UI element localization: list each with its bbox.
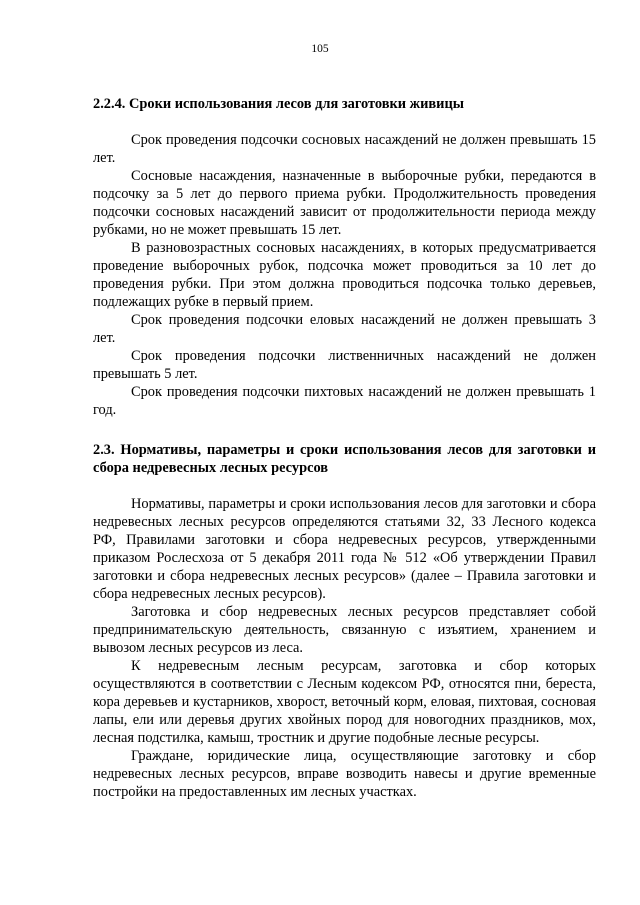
paragraph: Заготовка и сбор недревесных лесных ресурсов представляет собой предпринимательскую деятельность, связанную с изъятием, хранением и вывозом лесных ресурсов из леса.	[93, 604, 596, 656]
paragraph: В разновозрастных сосновых насаждениях, в которых предусматривается проведение выборочных рубок, подсочка может проводиться за 10 лет до проведения рубки. При этом должна проводиться подсочка только деревьев, подлежащих рубке в первый прием.	[93, 240, 596, 310]
paragraph: Срок проведения подсочки сосновых насаждений не должен превышать 15 лет.	[93, 132, 596, 166]
paragraph: К недревесным лесным ресурсам, заготовка и сбор которых осуществляются в соответствии с Лесным кодексом РФ, относятся пни, береста, кора деревьев и кустарников, хворост, веточный корм, еловая, пихтовая, сосновая лапы, ели или деревья других хвойных пород для новогодних праздников, мох, лесная подстилка, камыш, тростник и другие подобные лесные ресурсы.	[93, 658, 596, 746]
section-224-body	[93, 131, 596, 419]
page-number: 105	[311, 43, 329, 55]
paragraph: Срок проведения подсочки пихтовых насаждений не должен превышать 1 год.	[93, 384, 596, 418]
paragraph: Граждане, юридические лица, осуществляющие заготовку и сбор недревесных лесных ресурсов, вправе возводить навесы и другие временные постройки на предоставленных им лесных участках.	[93, 748, 596, 800]
paragraph: Нормативы, параметры и сроки использования лесов для заготовки и сбора недревесных лесных ресурсов определяются статьями 32, 33 Лесного кодекса РФ, Правилами заготовки и сбора недревесных ресурсов, утвержденными приказом Рослесхоза от 5 декабря 2011 года № 512 «Об утверждении Правил заготовки и сбора недревесных лесных ресурсов» (далее – Правила заготовки и сбора недревесных лесных ресурсов).	[93, 496, 596, 602]
paragraph: Сосновые насаждения, назначенные в выборочные рубки, передаются в подсочку за 5 лет до первого приема рубки. Продолжительность проведения подсочки сосновых насаждений зависит от продолжительности периода между рубками, но не может превышать 15 лет.	[93, 168, 596, 238]
section-23-heading: 2.3. Нормативы, параметры и сроки использования лесов для заготовки и сбора недревесных лесных ресурсов	[93, 442, 596, 476]
section-224-heading: 2.2.4. Сроки использования лесов для заготовки живицы	[93, 96, 464, 112]
section-23-body	[93, 495, 596, 801]
paragraph: Срок проведения подсочки лиственничных насаждений не должен превышать 5 лет.	[93, 348, 596, 382]
paragraph: Срок проведения подсочки еловых насаждений не должен превышать 3 лет.	[93, 312, 596, 346]
